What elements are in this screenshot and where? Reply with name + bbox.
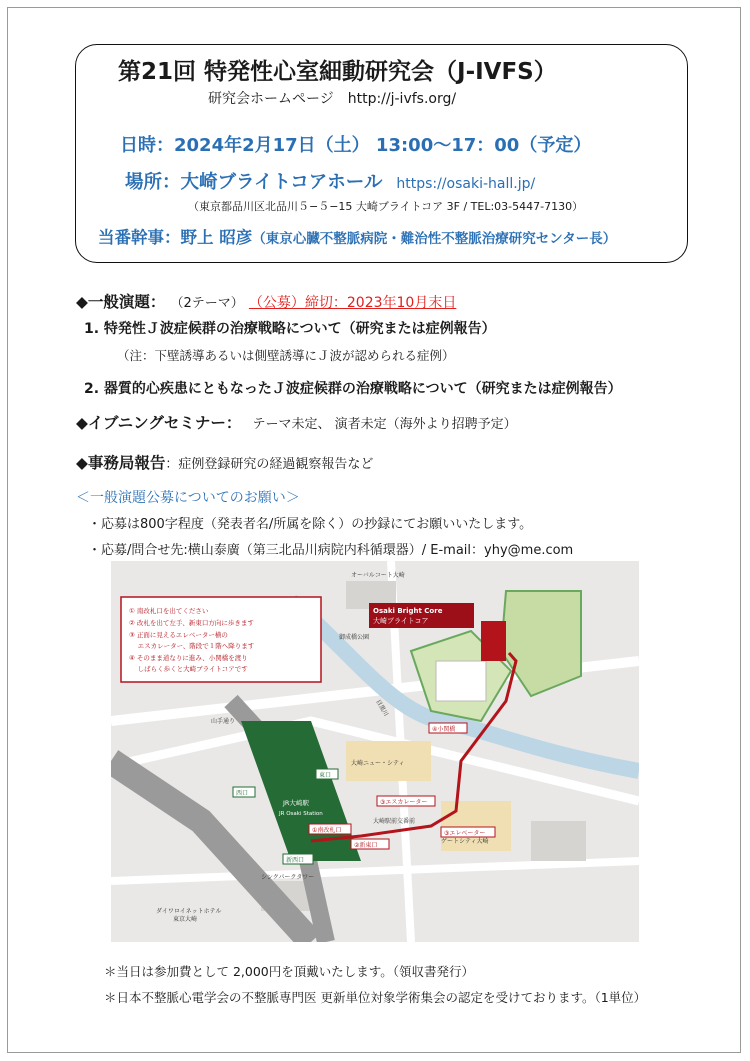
general-label: ◆一般演題：	[76, 293, 166, 311]
map-label-new-east: ②新東口	[354, 842, 378, 849]
direction-step: ② 改札を出て左手、新東口方向に歩きます	[129, 619, 254, 627]
map-label-newcity: 大崎ニュー・シティ	[351, 760, 405, 767]
theme-1: 1. 特発性Ｊ波症候群の治療戦略について（研究または症例報告）	[84, 321, 496, 337]
request-item-2: ・応募/問合せ先:横山泰廣（第三北品川病院内科循環器）/ E-mail：yhy@me.com	[88, 543, 574, 558]
map-label-river: 目黒川	[374, 698, 390, 718]
theme-1-note: （注：下壁誘導あるいは側壁誘導にＪ波が認められる症例）	[117, 348, 455, 363]
venue-address: （東京都品川区北品川５−５−15 大崎ブライトコア 3F / TEL:03-5447-7130）	[188, 200, 584, 213]
venue-label: 場所：大崎ブライトコアホール	[125, 172, 383, 193]
event-venue	[125, 168, 535, 194]
general-deadline: （公募）締切：2023年10月末日	[248, 295, 457, 311]
direction-step: しばらく歩くと大崎ブライトコアです	[129, 665, 248, 673]
footer-note-fee: ＊当日は参加費として 2,000円を頂戴いたします。（領収書発行）	[104, 964, 475, 979]
general-count: （2テーマ）	[170, 296, 244, 311]
map-label-station-en: JR Osaki Station	[279, 811, 323, 817]
theme-2: 2. 器質的心疾患にともなったＪ波症候群の治療戦略について（研究または症例報告）	[84, 381, 622, 397]
direction-step: ③ 正面に見えるエレベーター横の	[129, 631, 228, 639]
map-label-newwest: 新西口	[286, 857, 305, 864]
office-label: ◆事務局報告	[76, 454, 166, 472]
organizer-affiliation: （東京心臓不整脈病院・難治性不整脈治療研究センター長）	[252, 231, 617, 247]
map-label-park: 御成橋公園	[339, 634, 370, 641]
map-label-bridge: ④小関橋	[432, 726, 456, 733]
map-building	[531, 821, 586, 861]
seminar-label: ◆イブニングセミナー：	[76, 414, 242, 432]
seminar-text: テーマ未定、 演者未定（海外より招聘予定）	[252, 417, 517, 432]
event-datetime: 日時：2024年2月17日（土） 13:00～17：00（予定）	[120, 135, 592, 156]
office-text: ：症例登録研究の経過観察報告など	[165, 457, 374, 472]
direction-step: エスカレーター、階段で１階へ降ります	[129, 642, 255, 650]
organizer	[98, 224, 616, 248]
direction-step: ① 南改札口を出てください	[129, 607, 209, 615]
bright-core-jp: 大崎ブライトコア	[373, 617, 429, 625]
map-label-hotel-2: 東京大崎	[173, 916, 198, 923]
footer-note-credit: ＊日本不整脈心電学会の不整脈専門医 更新単位対象学術集会の認定を受けております。（1単位）	[104, 990, 647, 1005]
map-label-elevator: ③エレベーター	[444, 830, 486, 837]
map-label-hotel-1: ダイワロイネットホテル	[156, 908, 222, 915]
access-map	[111, 561, 639, 942]
general-section	[76, 290, 456, 312]
direction-step: ④ そのまま道なりに進み、小関橋を渡り	[129, 654, 248, 662]
map-label-south-gate: ①南改札口	[312, 827, 342, 834]
request-title: ＜一般演題公募についてのお願い＞	[76, 490, 300, 506]
page-title: 第21回 特発性心室細動研究会（J-IVFS）	[118, 59, 557, 85]
venue-url-link[interactable]: https://osaki-hall.jp/	[396, 176, 536, 192]
bright-core-en: Osaki Bright Core	[373, 607, 443, 615]
map-label-escalator: ③エスカレーター	[380, 799, 428, 806]
office-section	[76, 451, 373, 473]
map-label-overcourt: オーバルコート大崎	[351, 572, 405, 579]
map-label-station-jp: JR大崎駅	[283, 799, 309, 807]
request-item-1: ・応募は800字程度（発表者名/所属を除く）の抄録にてお願いいたします。	[88, 517, 533, 532]
seminar-section	[76, 411, 517, 433]
map-label-gatecity: ゲートシティ大崎	[441, 838, 489, 845]
homepage-line: 研究会ホームページ http://j-ivfs.org/	[208, 91, 457, 107]
map-label-thinkpark: シンクパークタワー	[261, 874, 315, 881]
map-building	[436, 661, 486, 701]
map-label-yamate: 山手通り	[211, 718, 236, 725]
bright-core-building	[481, 621, 506, 661]
organizer-label: 当番幹事：野上 昭彦	[98, 228, 253, 247]
map-label-busstop: 大崎駅前交番前	[373, 818, 416, 825]
map-label-east: 東口	[319, 772, 332, 779]
map-label-west: 西口	[236, 790, 249, 797]
